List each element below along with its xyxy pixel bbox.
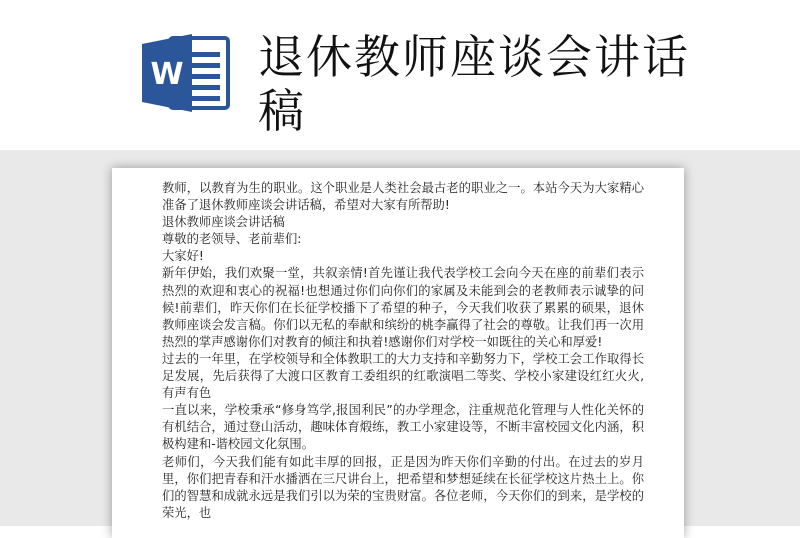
- page-title: 退休教师座谈会讲话稿: [258, 30, 690, 138]
- paragraph-intro: 教师，以教育为生的职业。这个职业是人类社会最古老的职业之一。本站今天为大家精心准备了退休教师座谈会讲话稿，希望对大家有所帮助!: [162, 181, 644, 213]
- paragraph-welcome: 新年伊始，我们欢聚一堂，共叙亲情!首先谨让我代表学校工会向今天在座的前辈们表示热烈的欢迎和衷心的祝福!也想通过你们向你们的家属及未能到会的老教师表示诚挚的问候!前辈们，昨天你们在长征学校播下了希望的种子，今天我们收获了累累的硕果，退休教师座谈会发言稿。你们以无私的奉献和缤纷的桃李赢得了社会的尊敬。让我们再一次用热烈的掌声感谢你们对教育的倾注和执着!感谢你们对学校一如既往的关心和厚爱!: [162, 266, 644, 349]
- paragraph-teachers: 老师们，今天我们能有如此丰厚的回报，正是因为昨天你们辛勤的付出。在过去的岁月里，你们把青春和汗水播洒在三尺讲台上，把希望和梦想延续在长征学校这片热土上。你们的智慧和成就永远是我们引以为荣的宝贵财富。各位老师，今天你们的到来，是学校的荣光，也: [162, 454, 644, 520]
- paragraph-philosophy: 一直以来，学校秉承“修身笃学,报国利民”的办学理念，注重规范化管理与人性化关怀的有机结合，通过登山活动，趣味体育煅练，教工小家建设等，不断丰富校园文化内涵，积极构建和-谐校园文化氛围。: [162, 403, 644, 452]
- document-body: [162, 180, 644, 522]
- paragraph-salutation: 尊敬的老领导、老前辈们:: [162, 232, 302, 247]
- word-icon-letter: W: [150, 57, 184, 92]
- paragraph-past-year: 过去的一年里，在学校领导和全体教职工的大力支持和辛勤努力下，学校工会工作取得长足发展，先后获得了大渡口区教育工委组织的红歌演唱二等奖、学校小家建设红红火火,有声有色: [162, 351, 644, 401]
- paragraph-doc-title: 退休教师座谈会讲话稿: [162, 215, 285, 230]
- paragraph-greeting: 大家好!: [162, 249, 204, 264]
- header-banner: [0, 0, 800, 150]
- word-icon: [140, 32, 232, 114]
- document-page: [112, 168, 684, 538]
